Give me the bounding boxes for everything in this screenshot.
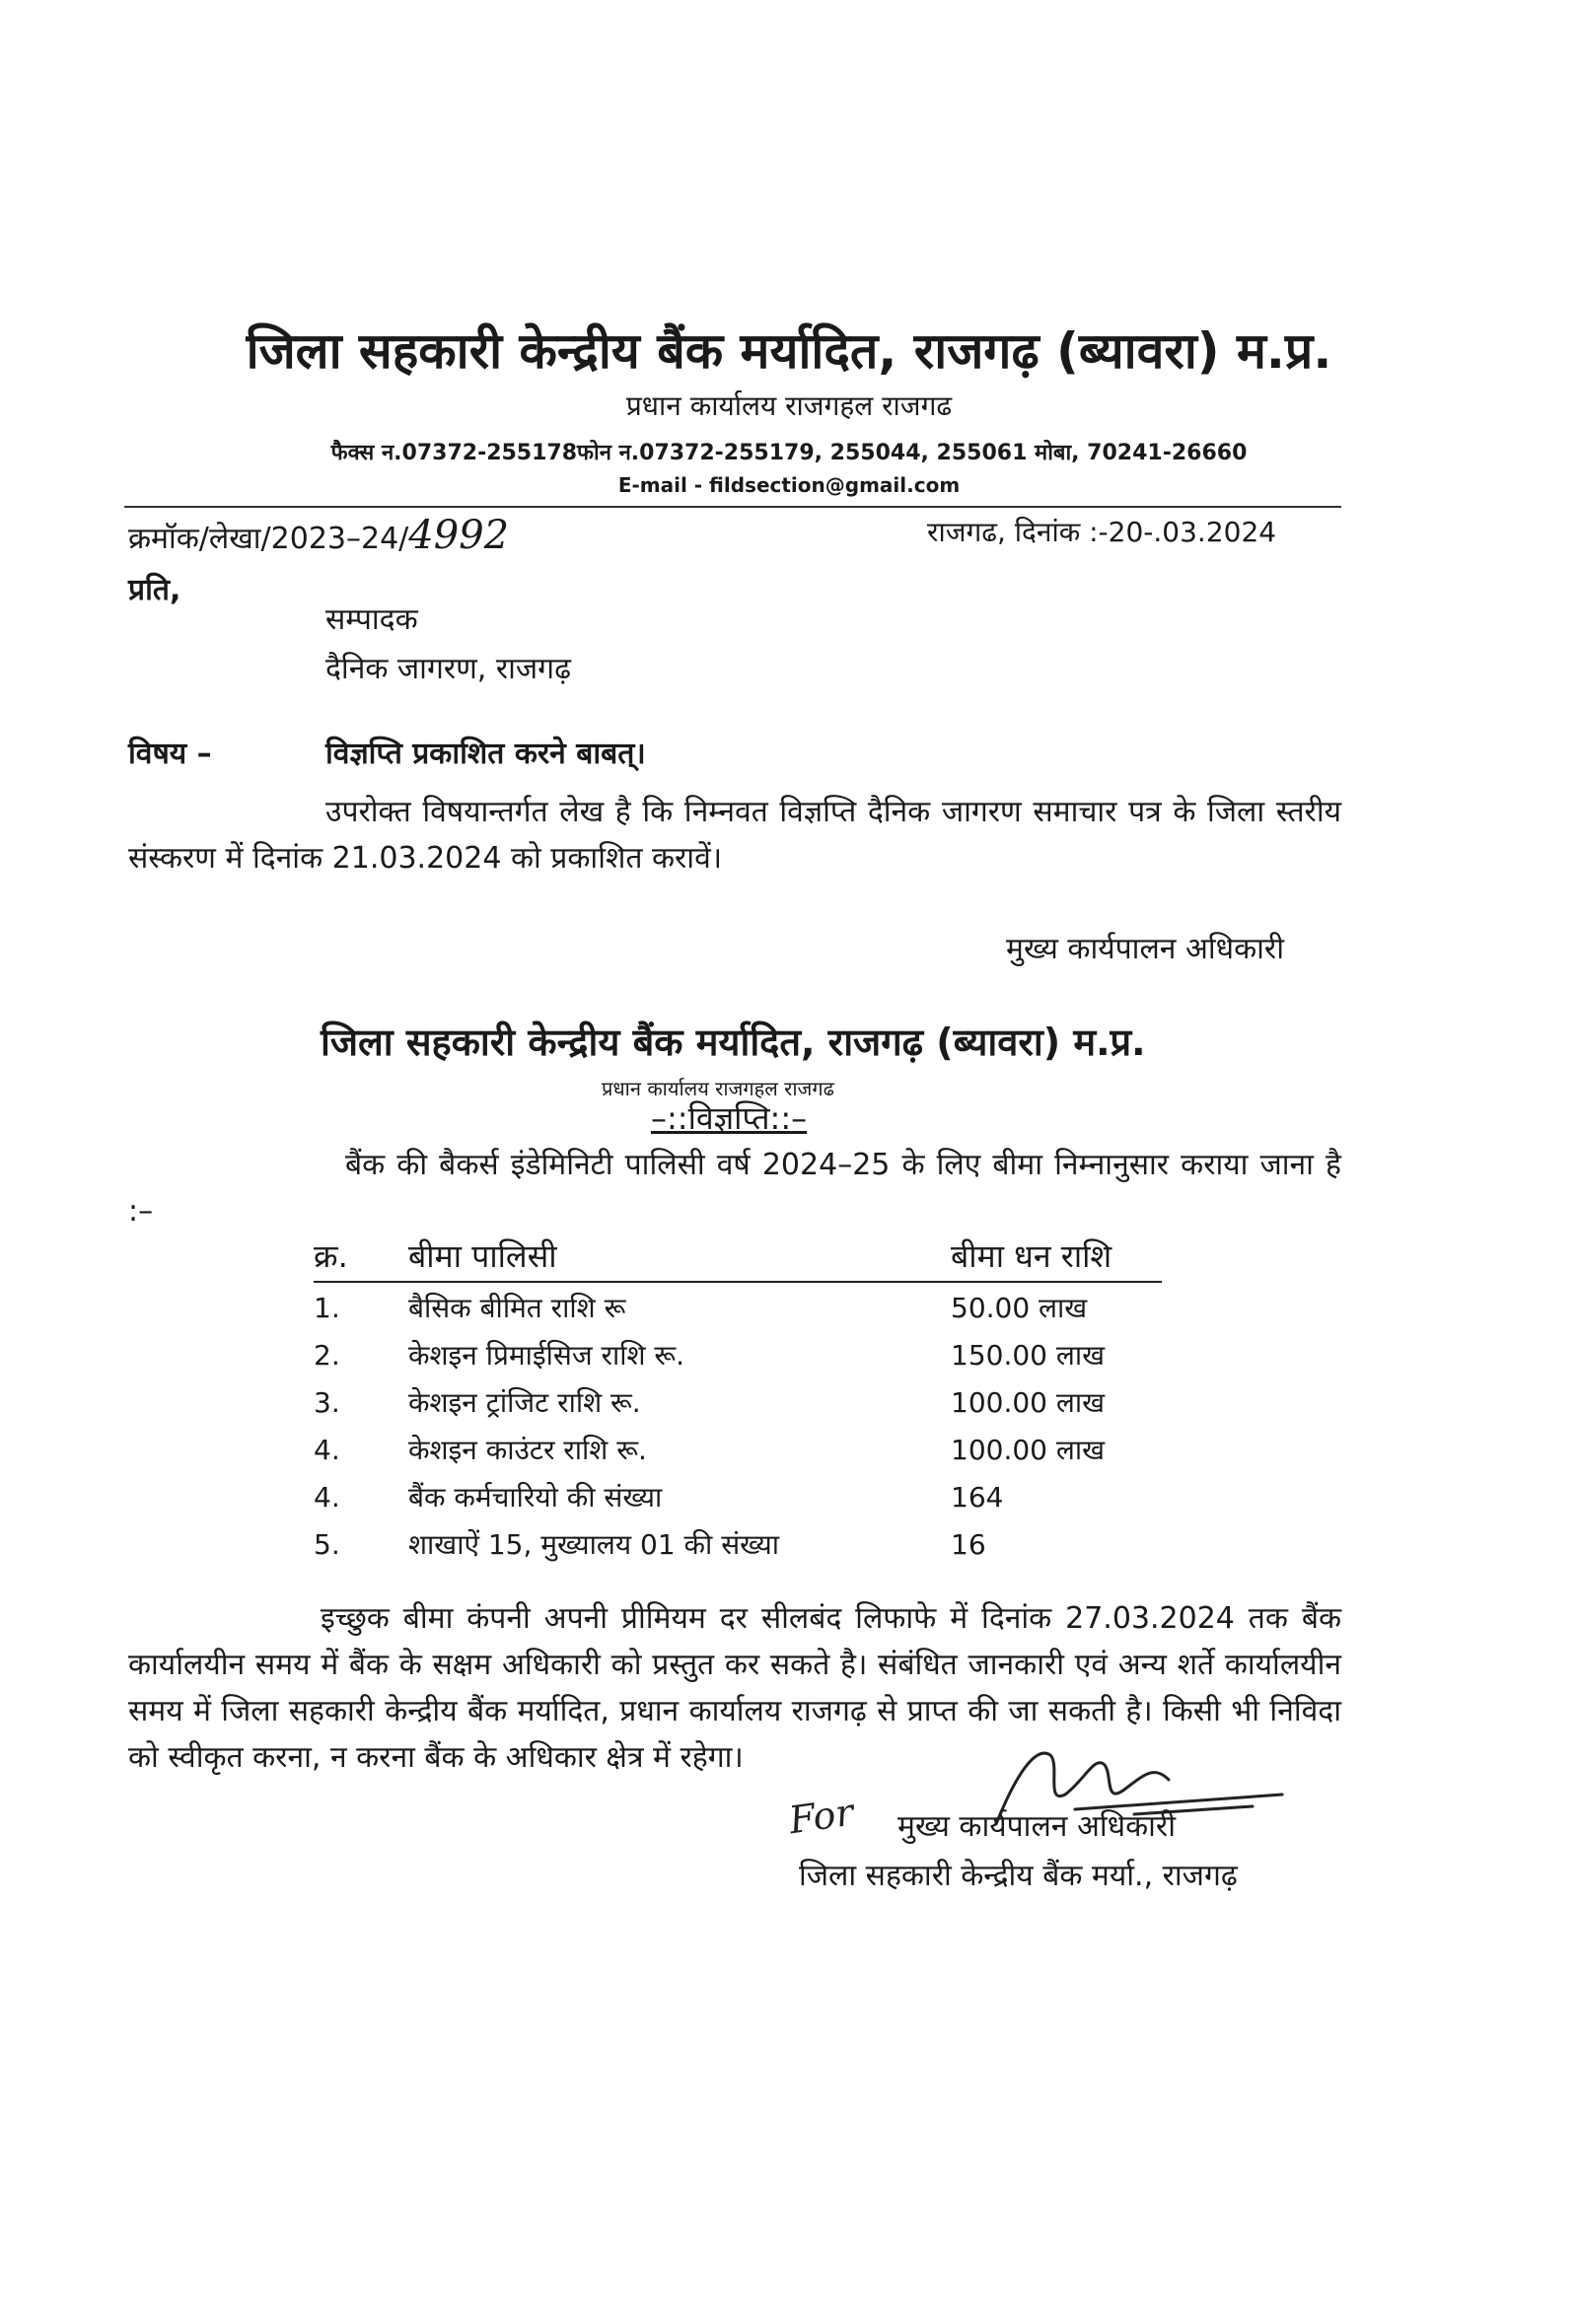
table-row: [314, 1377, 1162, 1425]
table-cell-serial: 3.: [314, 1385, 340, 1419]
to-label: प्रति,: [128, 573, 181, 607]
table-cell-policy: शाखाऐं 15, मुख्यालय 01 की संख्या: [408, 1528, 779, 1561]
letterhead-divider: [124, 506, 1341, 508]
signature-block: [786, 1790, 1341, 1942]
letterhead-office: प्रधान कार्यालय राजगहल राजगढ: [625, 389, 953, 422]
notice-title: जिला सहकारी केन्द्रीय बैंक मर्यादित, राजगढ़ (ब्यावरा) म.प्र.: [321, 1021, 1146, 1064]
letter-date: राजगढ, दिनांक :-20-.03.2024: [927, 516, 1277, 548]
letter-body: उपरोक्त विषयान्तर्गत लेख है कि निम्नवत विज्ञप्ति दैनिक जागरण समाचार पत्र के जिला स्तरीय संस्करण में दिनांक 21.03.2024 को प्रकाशित करावें।: [128, 795, 1341, 876]
table-row: [314, 1472, 1162, 1519]
addressee-designation: सम्पादक: [325, 602, 418, 637]
table-header-row: [314, 1234, 1162, 1282]
for-mark: For: [786, 1790, 857, 1843]
table-cell-serial: 2.: [314, 1338, 340, 1372]
table-cell-amount: 100.00 लाख: [951, 1386, 1106, 1419]
notice-closing: इच्छुक बीमा कंपनी अपनी प्रीमियम दर सीलबंद लिफाफे में दिनांक 27.03.2024 तक बैंक कार्यालयीन समय में बैंक के सक्षम अधिकारी को प्रस्तुत कर सकते है। संबंधित जानकारी एवं अन्य शर्ते कार्यालयीन समय में जिला सहकारी केन्द्रीय बैंक मर्यादित, प्रधान कार्यालय राजगढ़ से प्राप्त की जा सकती है। किसी भी निविदा को स्वीकृत करना, न करना बैंक के अधिकार क्षेत्र में रहेगा।: [128, 1601, 1341, 1775]
table-row: [314, 1330, 1162, 1377]
addressee-name: दैनिक जागरण, राजगढ़: [325, 652, 571, 686]
column-header-serial: क्र.: [314, 1234, 408, 1282]
reference-number: [128, 513, 509, 558]
column-header-policy: बीमा पालिसी: [408, 1234, 951, 1282]
table-row: [314, 1425, 1162, 1472]
subject-label: विषय –: [128, 737, 212, 771]
table-cell-serial: 4.: [314, 1480, 340, 1514]
notice-signatory-organization: जिला सहकारी केन्द्रीय बैंक मर्या., राजगढ़: [799, 1859, 1238, 1893]
letterhead-title: जिला सहकारी केन्द्रीय बैंक मर्यादित, राजगढ़ (ब्यावरा) म.प्र.: [246, 322, 1332, 380]
reference-prefix: क्रमॉक/लेखा/2023–24/: [128, 522, 409, 556]
table-cell-amount: 164: [951, 1480, 1004, 1514]
notice-office: प्रधान कार्यालय राजगहल राजगढ: [602, 1077, 834, 1100]
table-cell-amount: 100.00 लाख: [951, 1434, 1106, 1466]
table-cell-policy: केशइन प्रिमाईसिज राशि रू.: [408, 1339, 685, 1372]
table-cell-serial: 5.: [314, 1527, 340, 1561]
reference-handwritten-number: 4992: [408, 513, 510, 558]
letterhead-email: E-mail - fildsection@gmail.com: [617, 473, 961, 497]
insurance-table: [314, 1234, 1162, 1567]
table-cell-amount: 150.00 लाख: [951, 1339, 1106, 1372]
subject-text: विज्ञप्ति प्रकाशित करने बाबत्।: [325, 737, 646, 771]
table-cell-policy: बैसिक बीमित राशि रू: [408, 1292, 626, 1324]
letterhead-contact: फैक्स न.07372-255178फोन न.07372-255179, 255044, 255061 मोबा, 70241-26660: [330, 441, 1248, 465]
table-cell-policy: केशइन ट्रांजिट राशि रू.: [408, 1386, 641, 1419]
table-row: [314, 1519, 1162, 1567]
table-cell-policy: बैंक कर्मचारियो की संख्या: [408, 1481, 663, 1514]
table-cell-serial: 1.: [314, 1291, 340, 1324]
notice-signatory-designation: मुख्य कार्यपालन अधिकारी: [897, 1809, 1176, 1844]
notice-heading: –::विज्ञप्ति::–: [651, 1099, 808, 1137]
table-cell-amount: 50.00 लाख: [951, 1292, 1088, 1324]
letter-signatory: मुख्य कार्यपालन अधिकारी: [1006, 932, 1284, 966]
column-header-amount: बीमा धन राशि: [951, 1234, 1162, 1282]
table-cell-serial: 4.: [314, 1433, 340, 1466]
table-row: [314, 1282, 1162, 1330]
table-cell-policy: केशइन काउंटर राशि रू.: [408, 1434, 647, 1466]
table-cell-amount: 16: [951, 1527, 986, 1561]
notice-intro: बैंक की बैकर्स इंडेमिनिटी पालिसी वर्ष 2024–25 के लिए बीमा निम्नानुसार कराया जाना है :–: [128, 1148, 1341, 1229]
